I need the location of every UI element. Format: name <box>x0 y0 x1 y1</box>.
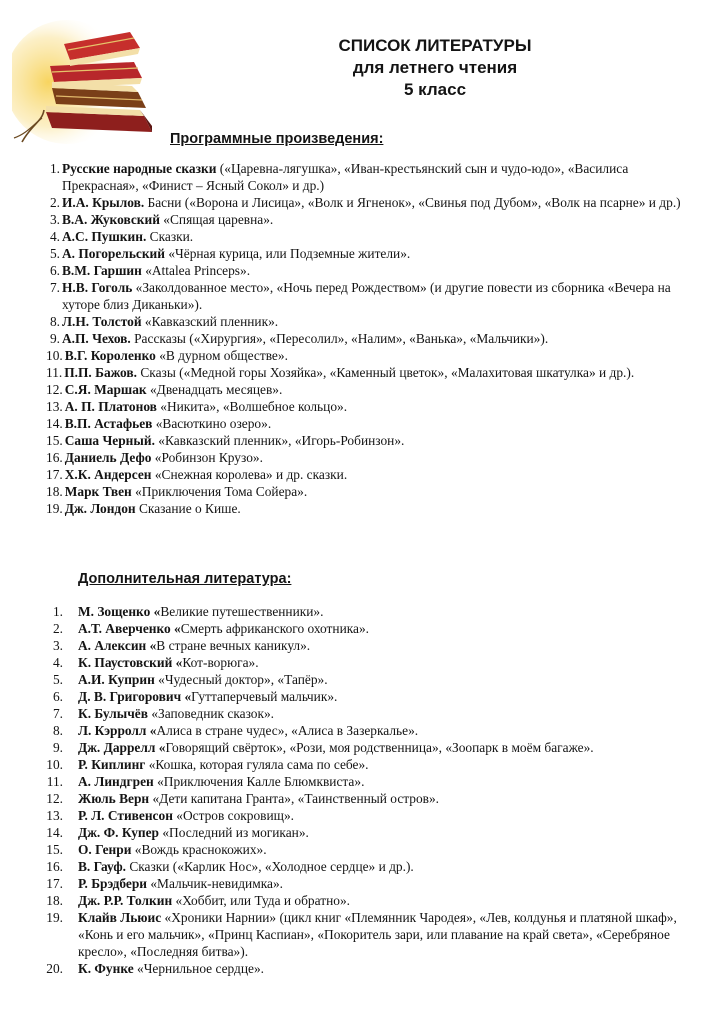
item-author: В.А. Жуковский <box>62 212 160 227</box>
item-text: Говорящий свёрток», «Рози, моя родственница», «Зоопарк в моём багаже». <box>165 740 594 755</box>
item-text: Великие путешественники». <box>160 604 324 619</box>
item-author: К. Функе <box>78 961 134 976</box>
item-author: А.С. Пушкин. <box>62 229 147 244</box>
item-text: «Кавказский пленник». <box>141 314 279 329</box>
item-text: «Васюткино озеро». <box>152 416 272 431</box>
item-number: 10. <box>46 757 63 772</box>
item-number: 5. <box>52 672 63 687</box>
item-author: В.М. Гаршин <box>62 263 142 278</box>
list-item <box>46 160 706 194</box>
item-number: 14. <box>46 825 63 840</box>
item-author: Л.Н. Толстой <box>62 314 142 329</box>
item-number: 4. <box>52 655 63 670</box>
item-number: 12. <box>46 791 63 806</box>
item-number: 4. <box>49 229 60 244</box>
list-item <box>46 960 708 977</box>
item-number: 9. <box>52 740 63 755</box>
list-item <box>46 279 706 313</box>
item-author: Х.К. Андерсен <box>64 467 152 482</box>
list-item <box>46 262 706 279</box>
item-number: 17. <box>46 876 63 891</box>
item-text: Рассказы («Хирургия», «Пересолил», «Налим», «Ванька», «Мальчики»). <box>130 331 549 346</box>
item-number: 16. <box>46 859 63 874</box>
item-author: Клайв Льюис <box>78 910 162 925</box>
item-text: «Приключения Калле Блюмквиста». <box>153 774 365 789</box>
list-item <box>46 688 708 705</box>
item-text: Сказки. <box>146 229 194 244</box>
list-item <box>46 415 706 432</box>
item-number: 2. <box>49 195 60 210</box>
grade-label: 5 класс <box>403 80 467 99</box>
item-author: Марк Твен <box>64 484 132 499</box>
list-item <box>46 841 708 858</box>
item-text: «Вождь краснокожих». <box>131 842 267 857</box>
list-item <box>46 194 706 211</box>
item-author: Саша Черный. <box>64 433 155 448</box>
item-author: Дж. Даррелл « <box>78 740 166 755</box>
list-item <box>46 398 706 415</box>
item-number: 7. <box>49 280 60 295</box>
additional-section-heading: Дополнительная литература: <box>78 571 292 587</box>
list-item <box>46 483 706 500</box>
item-text: Кот-ворюга». <box>182 655 259 670</box>
item-author: Русские народные сказки <box>62 161 217 176</box>
item-number: 1. <box>49 161 60 176</box>
item-author: П.П. Бажов. <box>64 365 137 380</box>
item-text: «Спящая царевна». <box>159 212 274 227</box>
item-text: («Царевна-лягушка», «Иван-крестьянский сын и чудо-юдо», «Василиса Прекрасная», «Финист – Ясный Сокол» и др.) <box>62 161 629 193</box>
item-author: А.Т. Аверченко « <box>78 621 181 636</box>
list-item <box>46 756 708 773</box>
list-item <box>46 892 708 909</box>
item-number: 9. <box>49 331 60 346</box>
item-author: М. Зощенко « <box>78 604 161 619</box>
item-number: 7. <box>52 706 63 721</box>
item-author: Р. Киплинг <box>78 757 146 772</box>
item-author: Дж. Лондон <box>64 501 136 516</box>
item-text: «Заколдованное место», «Ночь перед Рождеством» (и другие повести из сборника «Вечера на хуторе близ Диканьки»). <box>62 280 671 312</box>
item-text: Сказы («Медной горы Хозяйка», «Каменный цветок», «Малахитовая шкатулка» и др.). <box>137 365 635 380</box>
list-item <box>46 875 708 892</box>
item-number: 13. <box>46 399 63 414</box>
item-author: А. Погорельский <box>62 246 165 261</box>
item-number: 18. <box>46 484 63 499</box>
additional-list <box>46 603 708 977</box>
item-author: Жюль Верн <box>78 791 150 806</box>
item-text: «Чудесный доктор», «Тапёр». <box>154 672 328 687</box>
item-text: Алиса в стране чудес», «Алиса в Зазеркалье». <box>156 723 419 738</box>
item-text: «Мальчик-невидимка». <box>147 876 283 891</box>
item-author: К. Паустовский « <box>78 655 183 670</box>
list-item <box>46 858 708 875</box>
item-text: «Attalea Princeps». <box>141 263 251 278</box>
item-author: А.П. Чехов. <box>62 331 131 346</box>
list-item <box>46 773 708 790</box>
item-text: Сказание о Кише. <box>135 501 241 516</box>
list-item <box>46 790 708 807</box>
list-item <box>46 466 706 483</box>
list-item <box>46 381 706 398</box>
item-text: «Никита», «Волшебное кольцо». <box>156 399 348 414</box>
list-item <box>46 705 708 722</box>
item-number: 14. <box>46 416 63 431</box>
list-item <box>46 228 706 245</box>
item-text: «Дети капитана Гранта», «Таинственный остров». <box>149 791 440 806</box>
item-text: В стране вечных каникул». <box>156 638 311 653</box>
item-number: 5. <box>49 246 60 261</box>
item-number: 3. <box>52 638 63 653</box>
item-number: 18. <box>46 893 63 908</box>
item-author: И.А. Крылов. <box>62 195 145 210</box>
item-author: Даниель Дефо <box>64 450 152 465</box>
item-number: 8. <box>49 314 60 329</box>
item-text: Басни («Ворона и Лисица», «Волк и Ягненок», «Свинья под Дубом», «Волк на псарне» и др.) <box>144 195 681 210</box>
item-author: Р. Брэдбери <box>78 876 147 891</box>
item-text: «Последний из могикан». <box>159 825 309 840</box>
list-item <box>46 432 706 449</box>
item-number: 20. <box>46 961 63 976</box>
item-number: 19. <box>46 910 63 925</box>
item-author: В. Гауф. <box>78 859 126 874</box>
item-number: 13. <box>46 808 63 823</box>
item-number: 12. <box>46 382 63 397</box>
item-number: 8. <box>52 723 63 738</box>
list-item <box>46 620 708 637</box>
item-number: 6. <box>49 263 60 278</box>
item-author: А.И. Куприн <box>78 672 155 687</box>
item-number: 17. <box>46 467 63 482</box>
document-subtitle: для летнего чтения <box>352 58 518 77</box>
item-number: 19. <box>46 501 63 516</box>
books-stack-illustration <box>12 14 162 146</box>
item-text: «Кавказский пленник», «Игорь-Робинзон». <box>154 433 405 448</box>
item-number: 11. <box>46 365 63 380</box>
list-item <box>46 654 708 671</box>
item-author: Дж. Ф. Купер <box>78 825 159 840</box>
item-number: 1. <box>52 604 63 619</box>
list-item <box>46 347 706 364</box>
list-item <box>46 313 706 330</box>
item-text: «Чёрная курица, или Подземные жители». <box>165 246 411 261</box>
item-text: «Снежная королева» и др. сказки. <box>151 467 348 482</box>
item-text: «В дурном обществе». <box>155 348 288 363</box>
item-author: К. Булычёв <box>78 706 148 721</box>
item-author: Н.В. Гоголь <box>62 280 133 295</box>
item-author: А. П. Платонов <box>64 399 157 414</box>
item-text: «Хоббит, или Туда и обратно». <box>172 893 350 908</box>
item-text: «Хроники Нарнии» (цикл книг «Племянник Чародея», «Лев, колдунья и платяной шкаф», «Конь и его мальчик», «Принц Каспиан», «Покоритель зари, или плавание на край света», «Серебряное кресло», «Последняя битва»). <box>78 910 677 959</box>
list-item <box>46 245 706 262</box>
list-item <box>46 807 708 824</box>
item-author: А. Алексин « <box>78 638 157 653</box>
item-author: А. Линдгрен <box>78 774 154 789</box>
item-author: В.Г. Короленко <box>64 348 156 363</box>
document-title: СПИСОК ЛИТЕРАТУРЫ <box>338 36 532 55</box>
list-item <box>46 211 706 228</box>
item-number: 6. <box>52 689 63 704</box>
list-item <box>46 909 708 960</box>
item-number: 11. <box>46 774 63 789</box>
item-author: Дж. Р.Р. Толкин <box>78 893 173 908</box>
item-number: 10. <box>46 348 63 363</box>
item-number: 15. <box>46 842 63 857</box>
item-text: «Двенадцать месяцев». <box>146 382 283 397</box>
item-number: 2. <box>52 621 63 636</box>
list-item <box>46 637 708 654</box>
list-item <box>46 449 706 466</box>
item-number: 3. <box>49 212 60 227</box>
item-author: Р. Л. Стивенсон <box>78 808 173 823</box>
list-item <box>46 722 708 739</box>
item-text: Сказки («Карлик Нос», «Холодное сердце» и др.). <box>125 859 414 874</box>
list-item <box>46 671 708 688</box>
program-list <box>46 160 706 517</box>
item-author: С.Я. Маршак <box>64 382 147 397</box>
list-item <box>46 739 708 756</box>
list-item <box>46 364 706 381</box>
list-item <box>46 824 708 841</box>
item-author: В.П. Астафьев <box>64 416 153 431</box>
item-author: Л. Кэрролл « <box>78 723 157 738</box>
item-number: 15. <box>46 433 63 448</box>
list-item <box>46 330 706 347</box>
program-section-heading: Программные произведения: <box>170 131 384 147</box>
item-text: «Остров сокровищ». <box>172 808 295 823</box>
item-author: О. Генри <box>78 842 132 857</box>
item-text: Смерть африканского охотника». <box>180 621 370 636</box>
item-number: 16. <box>46 450 63 465</box>
item-text: «Робинзон Крузо». <box>151 450 263 465</box>
item-text: «Приключения Тома Сойера». <box>131 484 308 499</box>
item-author: Д. В. Григорович « <box>78 689 192 704</box>
item-text: Гуттаперчевый мальчик». <box>191 689 338 704</box>
list-item <box>46 603 708 620</box>
list-item <box>46 500 706 517</box>
item-text: «Заповедник сказок». <box>147 706 275 721</box>
item-text: «Кошка, которая гуляла сама по себе». <box>145 757 369 772</box>
item-text: «Чернильное сердце». <box>133 961 265 976</box>
